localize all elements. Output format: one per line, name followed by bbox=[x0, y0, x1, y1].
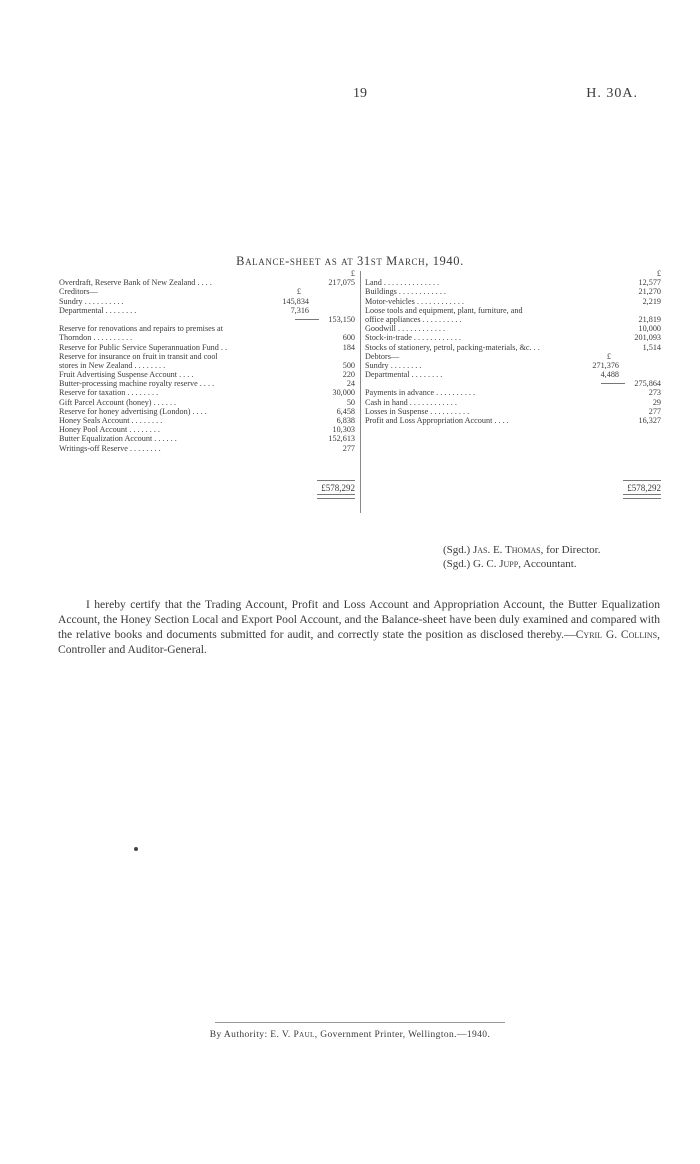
total-double-rule bbox=[623, 494, 661, 499]
ledger-label: Payments in advance . . . . . . . . . . bbox=[365, 388, 476, 398]
ledger-label: Stocks of stationery, petrol, packing-materials, &c. . . bbox=[365, 342, 540, 352]
ledger-label: Goodwill . . . . . . . . . . . . bbox=[365, 324, 446, 334]
total-double-rule bbox=[317, 494, 355, 499]
imprint-printer: E. V. Paul bbox=[270, 1030, 315, 1040]
ledger-label: Reserve for insurance on fruit in transit and cool bbox=[59, 351, 218, 361]
ledger-label: Writings-off Reserve . . . . . . . . bbox=[59, 443, 161, 453]
amount: 500 bbox=[342, 360, 355, 370]
ledger-label: Butter-processing machine royalty reserve . . . . bbox=[59, 379, 215, 389]
printer-imprint bbox=[0, 1030, 700, 1040]
ledger-row bbox=[59, 434, 355, 443]
amount: 24 bbox=[346, 379, 355, 389]
amount: 217,075 bbox=[328, 278, 355, 288]
signature-prefix: (Sgd.) bbox=[443, 558, 473, 570]
subtotal-dash-rule bbox=[295, 319, 319, 320]
amount: 29 bbox=[652, 397, 661, 407]
imprint-suffix: , Government Printer, Wellington.—1940. bbox=[314, 1030, 491, 1040]
signatory-name: Jas. E. Thomas bbox=[472, 544, 541, 556]
amount: 275,864 bbox=[634, 379, 661, 389]
ledger-row bbox=[365, 352, 661, 361]
blank-row bbox=[365, 453, 661, 462]
signatory-role: , for Director. bbox=[540, 544, 601, 556]
ledger-label: Land . . . . . . . . . . . . . . bbox=[365, 278, 440, 288]
amount: 10,000 bbox=[638, 324, 661, 334]
ledger-label: Overdraft, Reserve Bank of New Zealand . . . . bbox=[59, 278, 212, 288]
sub-currency-symbol: £ bbox=[296, 287, 301, 297]
ledger-row bbox=[365, 297, 661, 306]
liabilities-column bbox=[59, 269, 355, 499]
page-number: 19 bbox=[353, 86, 367, 101]
amount: 12,577 bbox=[638, 278, 661, 288]
ledger-label: Stock-in-trade . . . . . . . . . . . . bbox=[365, 333, 461, 343]
ledger-label: Profit and Loss Appropriation Account . . . . bbox=[365, 416, 509, 425]
ledger-row bbox=[59, 278, 355, 287]
assets-column bbox=[365, 269, 661, 499]
amount: 1,514 bbox=[642, 342, 661, 352]
ledger-row bbox=[365, 343, 661, 352]
ledger-row bbox=[365, 324, 661, 333]
total-row bbox=[59, 481, 355, 494]
blank-row bbox=[365, 471, 661, 480]
ledger-row bbox=[59, 407, 355, 416]
amount: 201,093 bbox=[634, 333, 661, 343]
signature-block bbox=[443, 543, 600, 571]
ledger-label: Honey Pool Account . . . . . . . . bbox=[59, 425, 160, 435]
total-amount: £578,292 bbox=[321, 483, 355, 494]
amount: 21,270 bbox=[638, 287, 661, 297]
sub-amount: 7,316 bbox=[290, 305, 309, 315]
ledger-label: Cash in hand . . . . . . . . . . . . bbox=[365, 397, 457, 407]
ledger-label: Honey Seals Account . . . . . . . . bbox=[59, 416, 163, 425]
subtotal-dash-rule bbox=[601, 383, 625, 384]
ledger-row bbox=[59, 333, 355, 342]
column-divider bbox=[360, 271, 361, 513]
ledger-row bbox=[365, 370, 661, 379]
ledger-row bbox=[365, 379, 661, 388]
sub-currency-symbol: £ bbox=[606, 351, 611, 361]
blank-row bbox=[365, 462, 661, 471]
blank-row bbox=[59, 462, 355, 471]
blank-row bbox=[59, 453, 355, 462]
ledger-row bbox=[365, 333, 661, 342]
balance-sheet-title: Balance-sheet as at 31st March, 1940. bbox=[236, 254, 464, 268]
ledger-label: Creditors— bbox=[59, 287, 98, 297]
ledger-label: Reserve for renovations and repairs to premises at bbox=[59, 324, 223, 334]
ledger-row bbox=[59, 388, 355, 397]
ledger-label: Departmental . . . . . . . . bbox=[59, 305, 137, 315]
blank-row bbox=[365, 434, 661, 443]
amount: 21,819 bbox=[638, 314, 661, 324]
ledger-row bbox=[59, 324, 355, 333]
amount: 277 bbox=[342, 443, 355, 453]
footer-rule bbox=[215, 1022, 505, 1023]
signature-prefix: (Sgd.) bbox=[443, 544, 473, 556]
ledger-label: office appliances . . . . . . . . . . bbox=[365, 314, 462, 324]
amount: 6,838 bbox=[336, 416, 355, 425]
amount: 30,000 bbox=[332, 388, 355, 398]
signature-line bbox=[443, 543, 600, 557]
ledger-row bbox=[365, 398, 661, 407]
amount: 2,219 bbox=[642, 296, 661, 306]
ledger-row bbox=[59, 361, 355, 370]
document-reference: H. 30A. bbox=[586, 86, 638, 101]
ledger-row bbox=[59, 352, 355, 361]
currency-symbol: £ bbox=[656, 269, 661, 278]
ledger-row bbox=[59, 416, 355, 425]
ledger-label: Reserve for Public Service Superannuation Fund . . bbox=[59, 342, 228, 352]
audit-certificate bbox=[58, 597, 660, 657]
ledger-label: Reserve for honey advertising (London) . . . . bbox=[59, 406, 207, 416]
amount: 152,613 bbox=[328, 434, 355, 444]
ledger-label: stores in New Zealand . . . . . . . . bbox=[59, 360, 166, 370]
ledger-row bbox=[365, 361, 661, 370]
ledger-label: Sundry . . . . . . . . bbox=[365, 360, 422, 370]
amount: 153,150 bbox=[328, 314, 355, 324]
ledger-label: Motor-vehicles . . . . . . . . . . . . bbox=[365, 296, 464, 306]
amount: 600 bbox=[342, 333, 355, 343]
total-amount: £578,292 bbox=[627, 483, 661, 494]
ledger-row bbox=[365, 306, 661, 315]
signature-line bbox=[443, 557, 600, 571]
blank-row bbox=[365, 444, 661, 453]
ledger-label: Losses in Suspense . . . . . . . . . . bbox=[365, 406, 470, 416]
sub-amount: 4,488 bbox=[600, 370, 619, 380]
certificate-signatory: Cyril G. Collins bbox=[575, 628, 658, 642]
ledger-label: Thorndon . . . . . . . . . . bbox=[59, 333, 133, 343]
ledger-label: Departmental . . . . . . . . bbox=[365, 370, 443, 380]
ledger-label: Sundry . . . . . . . . . . bbox=[59, 296, 124, 306]
ledger-row bbox=[365, 388, 661, 397]
ledger-row bbox=[365, 315, 661, 324]
certificate-text: I hereby certify that the Trading Account, Profit and Loss Account and Appropriation Account, the Butter Equalization Account, the Honey Section Local and Export Pool Account, and the Balance-sheet have been duly examined and compared with the relative books and documents submitted for audit, and correctly state the position as disclosed thereby.— bbox=[58, 598, 660, 642]
blank-row bbox=[365, 425, 661, 434]
ledger-row bbox=[365, 416, 661, 425]
ledger-label: Fruit Advertising Suspense Account . . . . bbox=[59, 370, 194, 380]
blank-row bbox=[59, 471, 355, 480]
currency-header bbox=[59, 269, 355, 278]
amount: 273 bbox=[648, 388, 661, 398]
sub-amount: 145,834 bbox=[282, 296, 309, 306]
signatory-role: , Accountant. bbox=[518, 558, 577, 570]
ledger-row bbox=[59, 343, 355, 352]
amount: 16,327 bbox=[638, 416, 661, 425]
ledger-row bbox=[59, 315, 355, 324]
amount: 10,303 bbox=[332, 425, 355, 435]
ledger-row bbox=[59, 370, 355, 379]
ledger-row bbox=[59, 297, 355, 306]
ledger-row bbox=[59, 306, 355, 315]
ledger-row bbox=[365, 407, 661, 416]
ledger-row bbox=[59, 398, 355, 407]
ledger-row bbox=[59, 287, 355, 296]
currency-header bbox=[365, 269, 661, 278]
ledger-label: Gift Parcel Account (honey) . . . . . . bbox=[59, 397, 177, 407]
ledger-row bbox=[365, 287, 661, 296]
ledger-row bbox=[59, 379, 355, 388]
ledger-label: Reserve for taxation . . . . . . . . bbox=[59, 388, 159, 398]
stray-mark bbox=[134, 847, 138, 851]
ledger-row bbox=[365, 278, 661, 287]
signatory-name: G. C. Jupp bbox=[472, 558, 519, 570]
amount: 50 bbox=[346, 397, 355, 407]
ledger-row bbox=[59, 444, 355, 453]
currency-symbol: £ bbox=[350, 269, 355, 278]
ledger-row bbox=[59, 425, 355, 434]
imprint-prefix: By Authority: bbox=[209, 1030, 271, 1040]
amount: 6,458 bbox=[336, 406, 355, 416]
ledger-label: Butter Equalization Account . . . . . . bbox=[59, 434, 177, 444]
certificate-signatory-title: , Controller and Auditor-General. bbox=[58, 628, 661, 657]
ledger-label: Loose tools and equipment, plant, furniture, and bbox=[365, 305, 523, 315]
ledger-label: Debtors— bbox=[365, 351, 400, 361]
sub-amount: 271,376 bbox=[592, 360, 619, 370]
ledger-label: Buildings . . . . . . . . . . . . bbox=[365, 287, 446, 297]
amount: 220 bbox=[342, 370, 355, 380]
amount: 277 bbox=[648, 406, 661, 416]
total-row bbox=[365, 481, 661, 494]
amount: 184 bbox=[342, 342, 355, 352]
